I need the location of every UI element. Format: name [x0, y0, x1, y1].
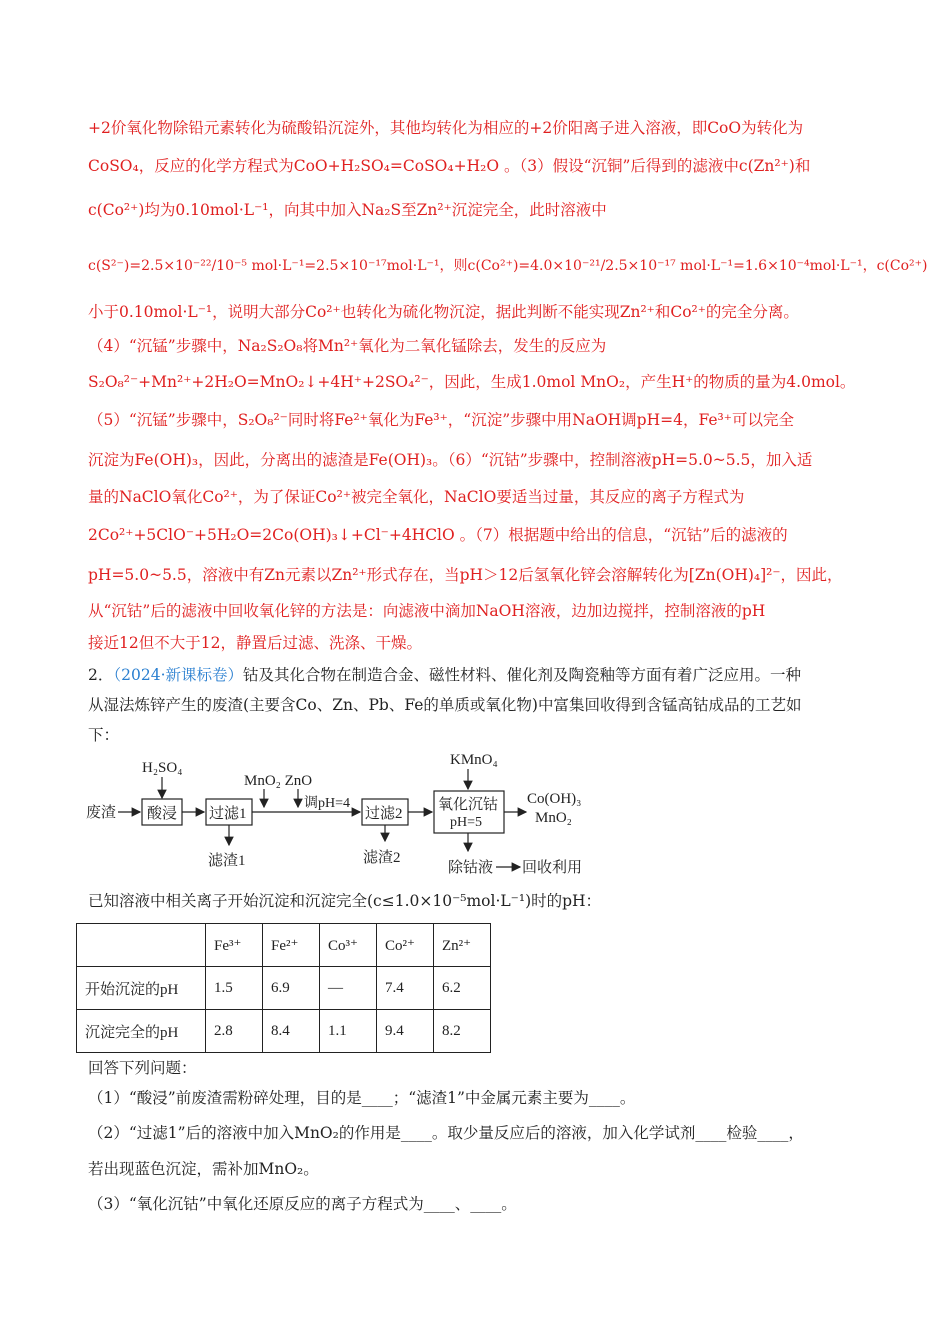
kmno4-label: KMnO₄ — [450, 752, 498, 768]
filter2-label: 过滤2 — [365, 806, 403, 822]
question-intro-line-3: 下： — [88, 726, 120, 744]
filter1-label: 过滤1 — [209, 806, 247, 822]
questions-lead: 回答下列问题： — [88, 1059, 197, 1077]
ph4-label: 调pH=4 — [304, 796, 351, 811]
question-intro-text: 钴及其化合物在制造合金、磁性材料、催化剂及陶瓷釉等方面有着广泛应用。一种 — [243, 666, 802, 684]
oxidation-label: 氧化沉钴 — [438, 797, 499, 813]
table-header-cell: Co³⁺ — [320, 924, 377, 967]
table-cell: 1.5 — [206, 967, 263, 1010]
table-header-cell: Fe²⁺ — [263, 924, 320, 967]
table-cell: 6.9 — [263, 967, 320, 1010]
table-cell: 8.2 — [434, 1010, 491, 1053]
answer-line-6: （4）“沉锰”步骤中，Na₂S₂O₈将Mn²⁺氧化为二氧化锰除去，发生的反应为 — [88, 337, 607, 355]
table-row — [77, 1010, 491, 1053]
waste-label: 除钴液 — [448, 860, 494, 876]
recycle-label: 回收利用 — [522, 860, 583, 876]
oxidation-ph-label: pH=5 — [450, 815, 483, 830]
answer-line-3: c(Co²⁺)均为0.10mol·L⁻¹，向其中加入Na₂S至Zn²⁺沉淀完全，此时溶液中 — [88, 201, 607, 219]
table-header-cell: Fe³⁺ — [206, 924, 263, 967]
table-cell: — — [320, 967, 377, 1010]
question-number: 2． — [88, 666, 114, 684]
table-cell: 2.8 — [206, 1010, 263, 1053]
subquestion-2a: （2）“过滤1”后的溶液中加入MnO₂的作用是____。取少量反应后的溶液，加入化学试剂____检验____， — [88, 1124, 804, 1142]
answer-line-8: （5）“沉锰”步骤中，S₂O₈²⁻同时将Fe²⁺氧化为Fe³⁺，“沉淀”步骤中用NaOH调pH=4，Fe³⁺可以完全 — [88, 411, 794, 429]
table-header-cell — [77, 924, 206, 967]
answer-line-12: pH=5.0~5.5，溶液中有Zn元素以Zn²⁺形式存在，当pH＞12后氢氧化锌会溶解转化为[Zn(OH)₄]²⁻，因此， — [88, 566, 843, 584]
table-cell: 6.2 — [434, 967, 491, 1010]
answer-line-11: 2Co²⁺+5ClO⁻+5H₂O=2Co(OH)₃↓+Cl⁻+4HClO 。（7）根据题中给出的信息，“沉钴”后的滤液的 — [88, 526, 788, 544]
table-header-cell: Co²⁺ — [377, 924, 434, 967]
table-cell: 9.4 — [377, 1010, 434, 1053]
table-row — [77, 967, 491, 1010]
ph-table — [76, 923, 491, 1053]
answer-line-2: CoSO₄，反应的化学方程式为CoO+H₂SO₄=CoSO₄+H₂O 。（3）假设“沉铜”后得到的滤液中c(Zn²⁺)和 — [88, 157, 811, 175]
table-cell: 开始沉淀的pH — [77, 967, 206, 1010]
answer-line-9: 沉淀为Fe(OH)₃，因此，分离出的滤渣是Fe(OH)₃。（6）“沉钴”步骤中，控制溶液pH=5.0~5.5，加入适 — [88, 451, 813, 469]
subquestion-2b: 若出现蓝色沉淀，需补加MnO₂。 — [88, 1160, 319, 1178]
additives-label: MnO₂ ZnO — [244, 773, 313, 789]
table-cell: 1.1 — [320, 1010, 377, 1053]
residue2-label: 滤渣2 — [363, 850, 401, 866]
table-header-row — [77, 924, 491, 967]
subquestion-1: （1）“酸浸”前废渣需粉碎处理，目的是____；“滤渣1”中金属元素主要为____。 — [88, 1089, 636, 1107]
table-cell: 8.4 — [263, 1010, 320, 1053]
feed-label: 废渣 — [86, 805, 117, 821]
process-flow-diagram — [80, 745, 620, 880]
known-condition: 已知溶液中相关离子开始沉淀和沉淀完全(c≤1.0×10⁻⁵mol·L⁻¹)时的pH： — [88, 892, 602, 910]
answer-line-5: 小于0.10mol·L⁻¹，说明大部分Co²⁺也转化为硫化物沉淀，据此判断不能实现Zn²⁺和Co²⁺的完全分离。 — [88, 303, 799, 321]
table-header-cell: Zn²⁺ — [434, 924, 491, 967]
answer-line-4: c(S²⁻)=2.5×10⁻²²/10⁻⁵ mol·L⁻¹=2.5×10⁻¹⁷mol·L⁻¹，则c(Co²⁺)=4.0×10⁻²¹/2.5×10⁻¹⁷ mol·L⁻¹=1.6×10⁻⁴mol·L⁻¹，c(Co²⁺) — [88, 258, 928, 274]
product1-label: Co(OH)₃ — [527, 791, 582, 807]
residue1-label: 滤渣1 — [208, 853, 246, 869]
answer-line-7: S₂O₈²⁻+Mn²⁺+2H₂O=MnO₂↓+4H⁺+2SO₄²⁻，因此，生成1.0mol MnO₂，产生H⁺的物质的量为4.0mol。 — [88, 373, 856, 391]
question-intro-line-2: 从湿法炼锌产生的废渣(主要含Co、Zn、Pb、Fe的单质或氧化物)中富集回收得到含锰高钴成品的工艺如 — [88, 696, 802, 714]
question-source: （2024·新课标卷） — [113, 666, 243, 684]
answer-line-13: 从“沉钴”后的滤液中回收氧化锌的方法是：向滤液中滴加NaOH溶液，边加边搅拌，控制溶液的pH — [88, 602, 766, 620]
answer-line-10: 量的NaClO氧化Co²⁺，为了保证Co²⁺被完全氧化，NaClO要适当过量，其反应的离子方程式为 — [88, 488, 745, 506]
table-cell: 7.4 — [377, 967, 434, 1010]
leach-label: 酸浸 — [147, 806, 178, 822]
subquestion-3: （3）“氧化沉钴”中氧化还原反应的离子方程式为____、____。 — [88, 1195, 517, 1213]
table-cell: 沉淀完全的pH — [77, 1010, 206, 1053]
question-intro-line-1 — [88, 665, 801, 685]
h2so4-label: H₂SO₄ — [142, 760, 183, 776]
product2-label: MnO₂ — [535, 810, 572, 826]
answer-line-14: 接近12但不大于12，静置后过滤、洗涤、干燥。 — [88, 634, 422, 652]
answer-line-1: +2价氧化物除铅元素转化为硫酸铅沉淀外，其他均转化为相应的+2价阳离子进入溶液，即CoO为转化为 — [88, 119, 804, 137]
